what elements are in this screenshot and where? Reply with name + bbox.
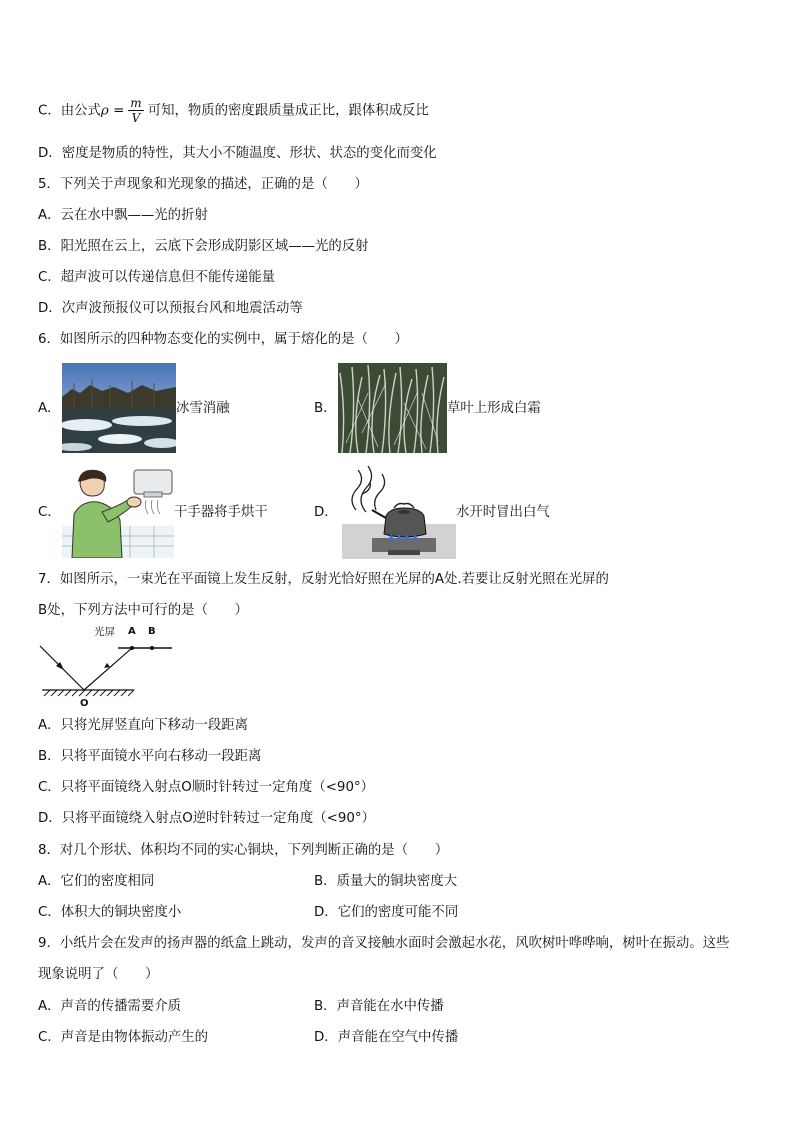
q9-option-c: C．声音是由物体振动产生的 <box>38 1030 209 1045</box>
point-a-label: A <box>128 626 136 637</box>
screen-label: 光屏 <box>94 626 115 638</box>
q4-option-c <box>38 96 429 125</box>
q6-option-c-label: C． <box>38 505 61 520</box>
reflection-diagram <box>38 624 188 712</box>
density-formula-fraction <box>128 96 143 125</box>
q6-option-d-caption: 水开时冒出白气 <box>456 505 550 520</box>
frost-on-grass-image <box>338 363 447 453</box>
q4-option-c-prefix: C．由公式 <box>38 103 101 119</box>
q7-option-b: B．只将平面镜水平向右移动一段距离 <box>38 749 262 764</box>
point-o-label: O <box>80 698 89 709</box>
q7-option-c: C．只将平面镜绕入射点O顺时针转过一定角度（<90°） <box>38 780 375 795</box>
fraction-denominator: V <box>131 111 141 125</box>
q6-option-a-caption: 冰雪消融 <box>176 401 230 416</box>
q4-option-d: D．密度是物质的特性，其大小不随温度、形状、状态的变化而变化 <box>38 146 437 161</box>
q9-stem-line2: 现象说明了（ ） <box>38 967 159 982</box>
q7-stem-line1: 7．如图所示，一束光在平面镜上发生反射，反射光恰好照在光屏的A处.若要让反射光照在光屏的 <box>38 572 609 587</box>
point-b-label: B <box>148 626 156 637</box>
q5-option-b: B．阳光照在云上，云底下会形成阴影区域——光的反射 <box>38 239 369 254</box>
melting-snow-image <box>62 363 176 453</box>
q7-option-a: A．只将光屏竖直向下移动一段距离 <box>38 718 249 733</box>
boiling-kettle-image <box>342 464 456 559</box>
q6-option-d-label: D． <box>314 505 338 520</box>
q8-option-b: B．质量大的铜块密度大 <box>314 874 458 889</box>
fraction-numerator: m <box>130 96 142 110</box>
q6-option-c-caption: 干手器将手烘干 <box>174 505 268 520</box>
q5-option-c: C．超声波可以传递信息但不能传递能量 <box>38 270 275 285</box>
q9-option-b: B．声音能在水中传播 <box>314 999 444 1014</box>
q4-option-c-suffix: 可知，物质的密度跟质量成正比，跟体积成反比 <box>147 103 429 119</box>
q9-option-d: D．声音能在空气中传播 <box>314 1030 459 1045</box>
q8-option-a: A．它们的密度相同 <box>38 874 155 889</box>
q5-option-a: A．云在水中飘——光的折射 <box>38 208 208 223</box>
hand-dryer-image <box>62 466 174 558</box>
q5-option-d: D．次声波预报仪可以预报台风和地震活动等 <box>38 301 303 316</box>
q6-option-b-caption: 草叶上形成白霜 <box>447 401 541 416</box>
rho-symbol: ρ <box>100 103 109 119</box>
q9-option-a: A．声音的传播需要介质 <box>38 999 182 1014</box>
q6-option-a-label: A． <box>38 401 61 416</box>
q8-stem: 8．对几个形状、体积均不同的实心铜块，下列判断正确的是（ ） <box>38 843 449 858</box>
q9-stem-line1: 9．小纸片会在发声的扬声器的纸盒上跳动，发声的音叉接触水面时会激起水花，风吹树叶哗哗响，树叶在振动。这些 <box>38 936 730 951</box>
q5-stem: 5．下列关于声现象和光现象的描述，正确的是（ ） <box>38 177 368 192</box>
q6-option-b-label: B． <box>314 401 337 416</box>
q8-option-d: D．它们的密度可能不同 <box>314 905 459 920</box>
q8-option-c: C．体积大的铜块密度小 <box>38 905 182 920</box>
q6-stem: 6．如图所示的四种物态变化的实例中，属于熔化的是（ ） <box>38 332 409 347</box>
equals-sign: = <box>113 103 125 119</box>
q7-stem-line2: B处，下列方法中可行的是（ ） <box>38 603 249 618</box>
q7-option-d: D．只将平面镜绕入射点O逆时针转过一定角度（<90°） <box>38 811 376 826</box>
